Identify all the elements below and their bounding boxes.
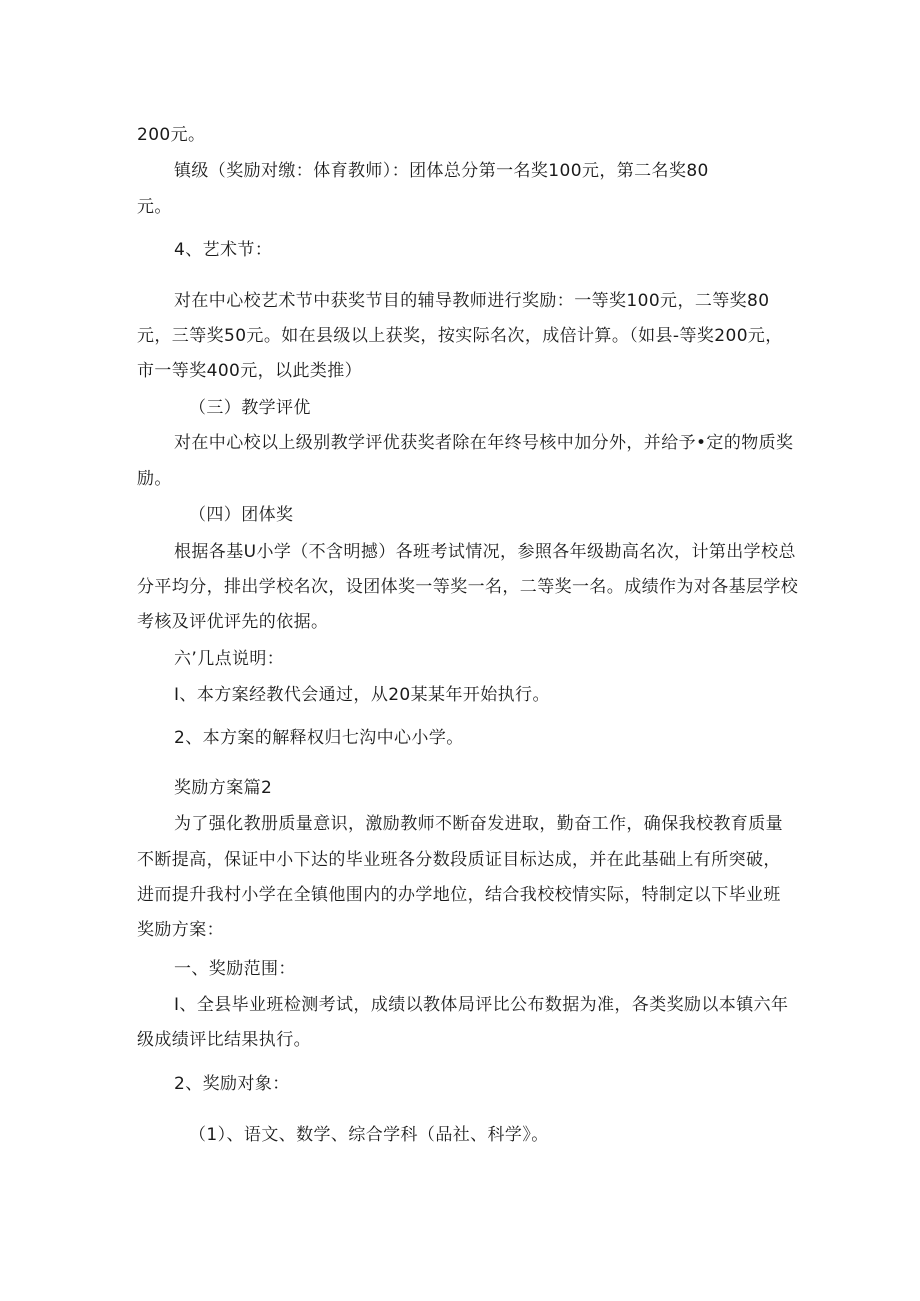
- text-line: 根据各基U小学（不含明撼）各班考试情况，参照各年级勘高名次，计第出学校总: [174, 542, 796, 562]
- section-title: 奖励方案篇2: [174, 778, 273, 798]
- text-line: 对在中心校以上级别教学评优获奖者除在年终号核中加分外，并给予•定的物质奖: [174, 433, 794, 453]
- text-line: 镇级（奖励对缴：体育教师）：团体总分第一名奖100元，第二名奖80: [174, 161, 709, 181]
- list-item: I、本方案经教代会通过，从20某某年开始执行。: [174, 685, 550, 705]
- section-heading: 4、艺术节：: [174, 240, 273, 260]
- text-line: 励。: [137, 469, 172, 489]
- section-heading: 六’几点说明：: [174, 649, 285, 669]
- text-line: 200元。: [137, 125, 206, 145]
- text-line: 元，三等奖50元。如在县级以上获奖，按实际名次，成倍计算。（如县-等奖200元，: [137, 326, 783, 346]
- text-line: 对在中心校艺术节中获奖节目的辅导教师进行奖励：一等奖100元，二等奖80: [174, 291, 770, 311]
- text-line: 市一等奖400元，以此类推）: [137, 361, 363, 381]
- list-item: I、全县毕业班检测考试，成绩以教体局评比公布数据为准，各类奖励以本镇六年: [174, 995, 789, 1015]
- list-item: 2、本方案的解释权归七沟中心小学。: [174, 728, 464, 748]
- text-line: 奖励方案：: [137, 920, 224, 940]
- list-item: （1）、语文、数学、综合学科（品社、科学》。: [189, 1125, 549, 1145]
- section-heading: （四）团体奖: [189, 505, 294, 525]
- text-line: 元。: [137, 197, 172, 217]
- text-line: 考核及评优评先的依据。: [137, 612, 329, 632]
- text-line: 进而提升我村小学在全镇他围内的办学地位，结合我校校情实际，特制定以下毕业班: [137, 885, 781, 905]
- text-line: 不断提高，保证中小下达的毕业班各分数段质证目标达成，并在此基础上有所突破，: [137, 850, 781, 870]
- section-heading: 一、奖励范围：: [174, 959, 296, 979]
- text-line: 级成绩评比结果执行。: [137, 1030, 311, 1050]
- text-line: 为了强化教册质量意识，激励教师不断奋发进取，勤奋工作，确保我校教育质量: [174, 814, 783, 834]
- text-line: 分平均分，排出学校名次，设团体奖一等奖一名，二等奖一名。成绩作为对各基层学校: [137, 577, 799, 597]
- section-heading: （三）教学评优: [189, 398, 311, 418]
- list-item: 2、奖励对象：: [174, 1074, 290, 1094]
